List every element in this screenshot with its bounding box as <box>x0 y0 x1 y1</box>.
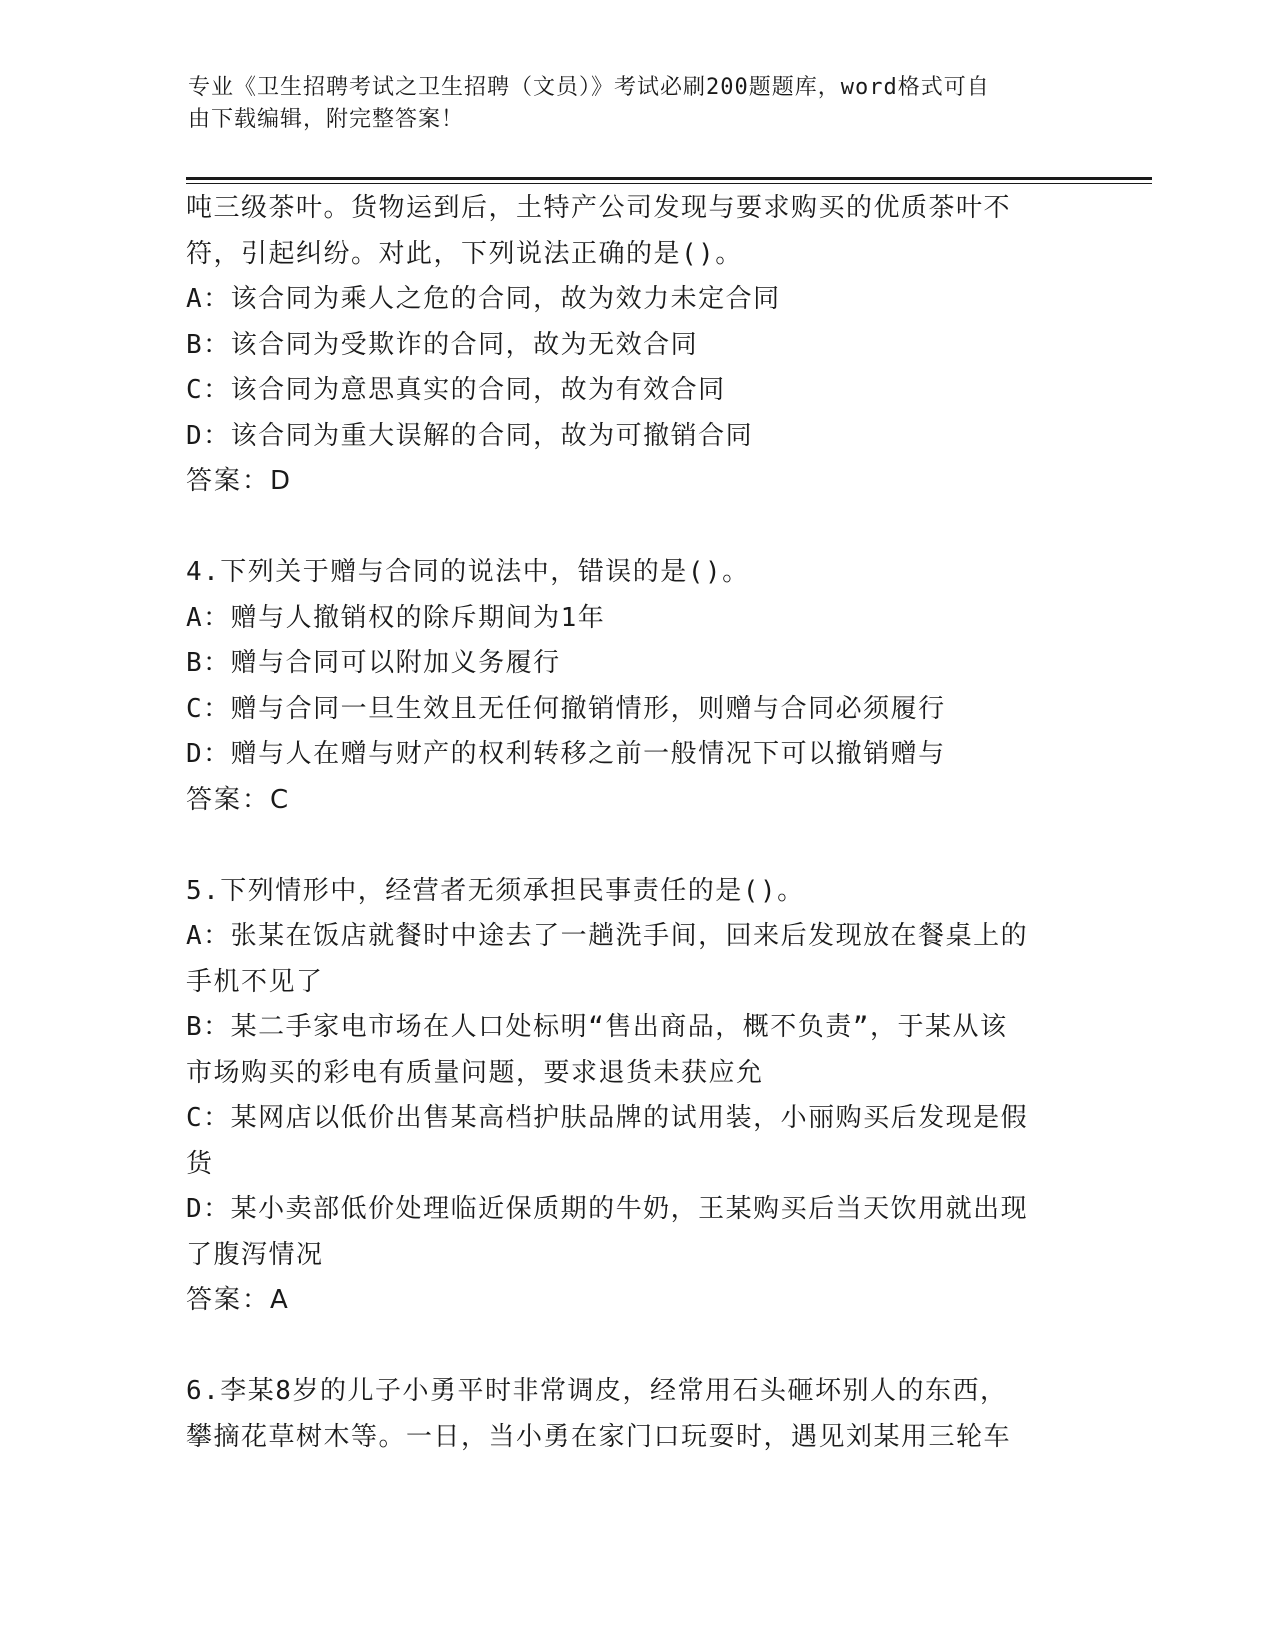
option-c: C：某网店以低价出售某高档护肤品牌的试用装，小丽购买后发现是假 <box>186 1103 1029 1133</box>
option-a: A：赠与人撤销权的除斥期间为1年 <box>186 602 606 633</box>
question-4 <box>186 550 1086 823</box>
option-d: D：赠与人在赠与财产的权利转移之前一般情况下可以撤销赠与 <box>186 739 946 769</box>
answer-line: 答案：A <box>186 1285 290 1315</box>
option-a: A：该合同为乘人之危的合同，故为效力未定合同 <box>186 284 781 314</box>
header-title-line-2: 由下载编辑，附完整答案！ <box>188 107 465 132</box>
answer-line: 答案：C <box>186 784 291 815</box>
question-content <box>186 186 1086 1460</box>
question-stem: 6.李某8岁的儿子小勇平时非常调皮，经常用石头砸坏别人的东西， <box>186 1376 1008 1406</box>
question-stem-continued: 吨三级茶叶。货物运到后，土特产公司发现与要求购买的优质茶叶不 <box>186 193 1012 223</box>
option-b: B：某二手家电市场在人口处标明“售出商品，概不负责”，于某从该 <box>186 1012 1008 1042</box>
question-stem: 4.下列关于赠与合同的说法中，错误的是()。 <box>186 557 750 587</box>
question-stem-continued: 攀摘花草树木等。一日，当小勇在家门口玩耍时，遇见刘某用三轮车 <box>186 1421 1012 1452</box>
option-a-continued: 手机不见了 <box>186 966 324 997</box>
option-b: B：该合同为受欺诈的合同，故为无效合同 <box>186 329 699 360</box>
option-d: D：某小卖部低价处理临近保质期的牛奶，王某购买后当天饮用就出现 <box>186 1194 1029 1224</box>
header-title-line-1: 专业《卫生招聘考试之卫生招聘（文员）》考试必刷200题题库，word格式可自 <box>188 75 990 100</box>
option-c: C：赠与合同一旦生效且无任何撤销情形，则赠与合同必须履行 <box>186 693 946 724</box>
question-5 <box>186 869 1086 1324</box>
header-rule-thin <box>186 183 1152 184</box>
option-b-continued: 市场购买的彩电有质量问题，要求退货未获应允 <box>186 1057 764 1088</box>
option-c-continued: 货 <box>186 1148 214 1179</box>
option-c: C：该合同为意思真实的合同，故为有效合同 <box>186 375 726 405</box>
option-b: B：赠与合同可以附加义务履行 <box>186 648 561 678</box>
option-a: A：张某在饭店就餐时中途去了一趟洗手间，回来后发现放在餐桌上的 <box>186 921 1029 951</box>
question-stem: 5.下列情形中，经营者无须承担民事责任的是()。 <box>186 875 805 906</box>
header-rule-thick <box>186 177 1152 180</box>
option-d: D：该合同为重大误解的合同，故为可撤销合同 <box>186 420 754 451</box>
question-6 <box>186 1369 1086 1460</box>
question-stem-continued: 符，引起纠纷。对此，下列说法正确的是()。 <box>186 238 743 269</box>
page-header <box>188 72 1068 136</box>
option-d-continued: 了腹泻情况 <box>186 1239 324 1270</box>
question-3 <box>186 186 1086 505</box>
answer-line: 答案：D <box>186 466 293 496</box>
